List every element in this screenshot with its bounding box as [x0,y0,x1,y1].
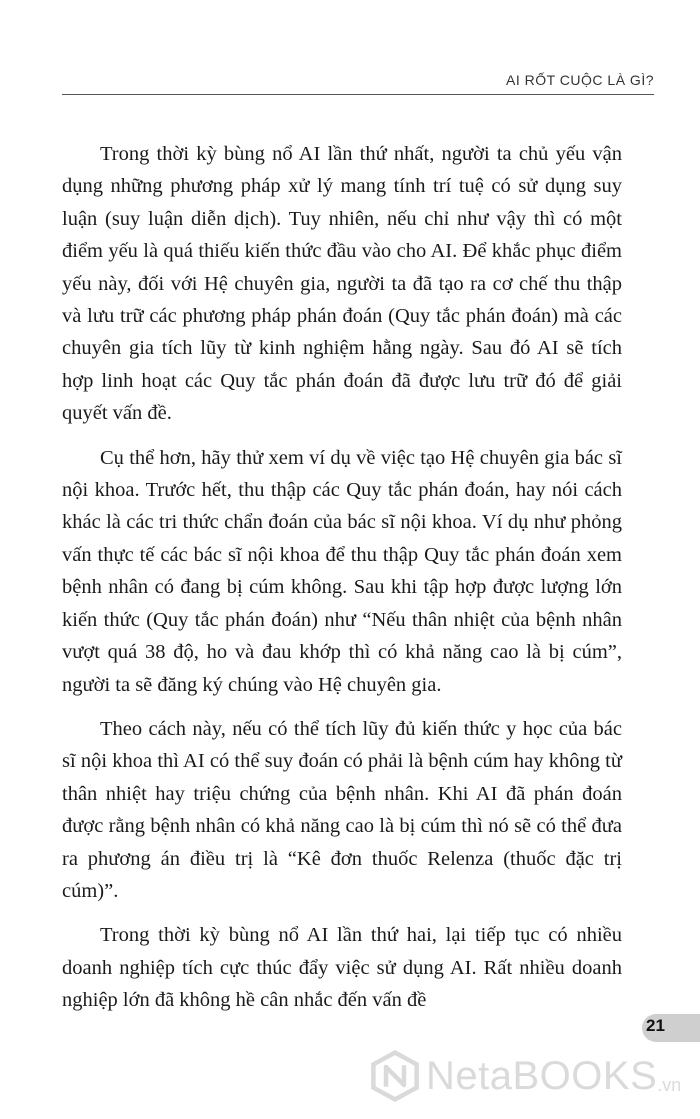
paragraph-3: Theo cách này, nếu có thể tích lũy đủ kiến thức y học của bác sĩ nội khoa thì AI có thể suy đoán có phải là bệnh cúm hay không từ thân nhiệt hay triệu chứng của bệnh nhân. Khi AI đã phán đoán được rằng bệnh nhân có khả năng cao là bị cúm thì nó sẽ có thể đưa ra phương án điều trị là “Kê đơn thuốc Relenza (thuốc đặc trị cúm)”. [62,717,622,902]
watermark-suffix: .vn [657,1075,682,1095]
header-divider [62,94,654,95]
paragraph-1: Trong thời kỳ bùng nổ AI lần thứ nhất, người ta chủ yếu vận dụng những phương pháp xử lý mang tính trí tuệ có sử dụng suy luận (suy luận diễn dịch). Tuy nhiên, nếu chỉ như vậy thì có một điểm yếu là quá thiếu kiến thức đầu vào cho AI. Để khắc phục điểm yếu này, đối với Hệ chuyên gia, người ta đã tạo ra cơ chế thu thập và lưu trữ các phương pháp phán đoán (Quy tắc phán đoán) mà các chuyên gia tích lũy từ kinh nghiệm hằng ngày. Sau đó AI sẽ tích hợp linh hoạt các Quy tắc phán đoán đã được lưu trữ đó để giải quyết vấn đề. [62,143,622,425]
netabooks-logo-icon [368,1049,422,1103]
body-text [62,138,622,1029]
watermark [368,1044,681,1108]
watermark-text: NetaBOOKS [426,1053,658,1098]
paragraph-4: Trong thời kỳ bùng nổ AI lần thứ hai, lại tiếp tục có nhiều doanh nghiệp tích cực thúc đẩy việc sử dụng AI. Rất nhiều doanh nghiệp lớn đã không hề cân nhắc đến vấn đề [62,924,622,1012]
page-number: 21 [646,1016,665,1035]
paragraph-2: Cụ thể hơn, hãy thử xem ví dụ về việc tạo Hệ chuyên gia bác sĩ nội khoa. Trước hết, thu thập các Quy tắc phán đoán, hay nói cách khác là các tri thức chẩn đoán của bác sĩ nội khoa. Ví dụ như phỏng vấn thực tế các bác sĩ nội khoa để thu thập Quy tắc phán đoán xem bệnh nhân có đang bị cúm không. Sau khi tập hợp được lượng lớn kiến thức (Quy tắc phán đoán) như “Nếu thân nhiệt của bệnh nhân vượt quá 38 độ, ho và đau khớp thì có khả năng cao là bị cúm”, người ta sẽ đăng ký chúng vào Hệ chuyên gia. [62,446,622,696]
running-header: AI RỐT CUỘC LÀ GÌ? [506,72,654,88]
